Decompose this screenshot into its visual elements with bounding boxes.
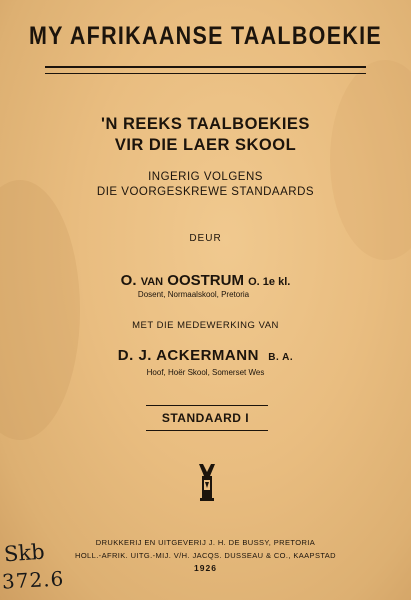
paper-stain [0,180,80,440]
publication-year: 1926 [194,563,217,573]
title-rule [45,66,366,74]
collaboration-label: MET DIE MEDEWERKING VAN [132,320,279,331]
subtitle-line-1: INGERIG VOLGENS [148,171,263,183]
author-1-prefix: VAN [140,276,164,288]
author-1-surname: OOSTRUM [167,272,244,289]
by-label: DEUR [189,233,222,244]
page-title: MY AFRIKAANSE TAALBOEKIE [28,22,383,50]
call-number-prefix: Skb [3,539,46,567]
paper-stain [330,60,411,260]
author-2-degree: B. A. [268,352,294,363]
author-1-affiliation: Dosent, Normaalskool, Pretoria [137,290,250,299]
author-2 [0,347,411,364]
standard-label: STANDAARD I [161,411,250,425]
author-2-affiliation: Hoof, Hoër Skool, Somerset Wes [146,368,265,377]
author-1-initial: O. [120,272,137,289]
publisher-logo-icon [196,462,218,502]
author-1-degree: O. 1e kl. [248,276,291,288]
series-line-2: VIR DIE LAER SKOOL [114,136,297,154]
subtitle-line-2: DIE VOORGESKREWE STANDAARDS [96,186,315,198]
author-1 [0,272,411,289]
publisher-line-1: DRUKKERIJ EN UITGEVERIJ J. H. DE BUSSY, PRETORIA [95,538,316,547]
author-2-name: D. J. ACKERMANN [117,347,259,364]
call-number: 372.6 [1,566,65,594]
publisher-line-2: HOLL.-AFRIK. UITG.-MIJ. V/H. JACQS. DUSSEAU & CO., KAAPSTAD [75,551,336,560]
series-line-1: 'N REEKS TAALBOEKIES [101,115,310,133]
